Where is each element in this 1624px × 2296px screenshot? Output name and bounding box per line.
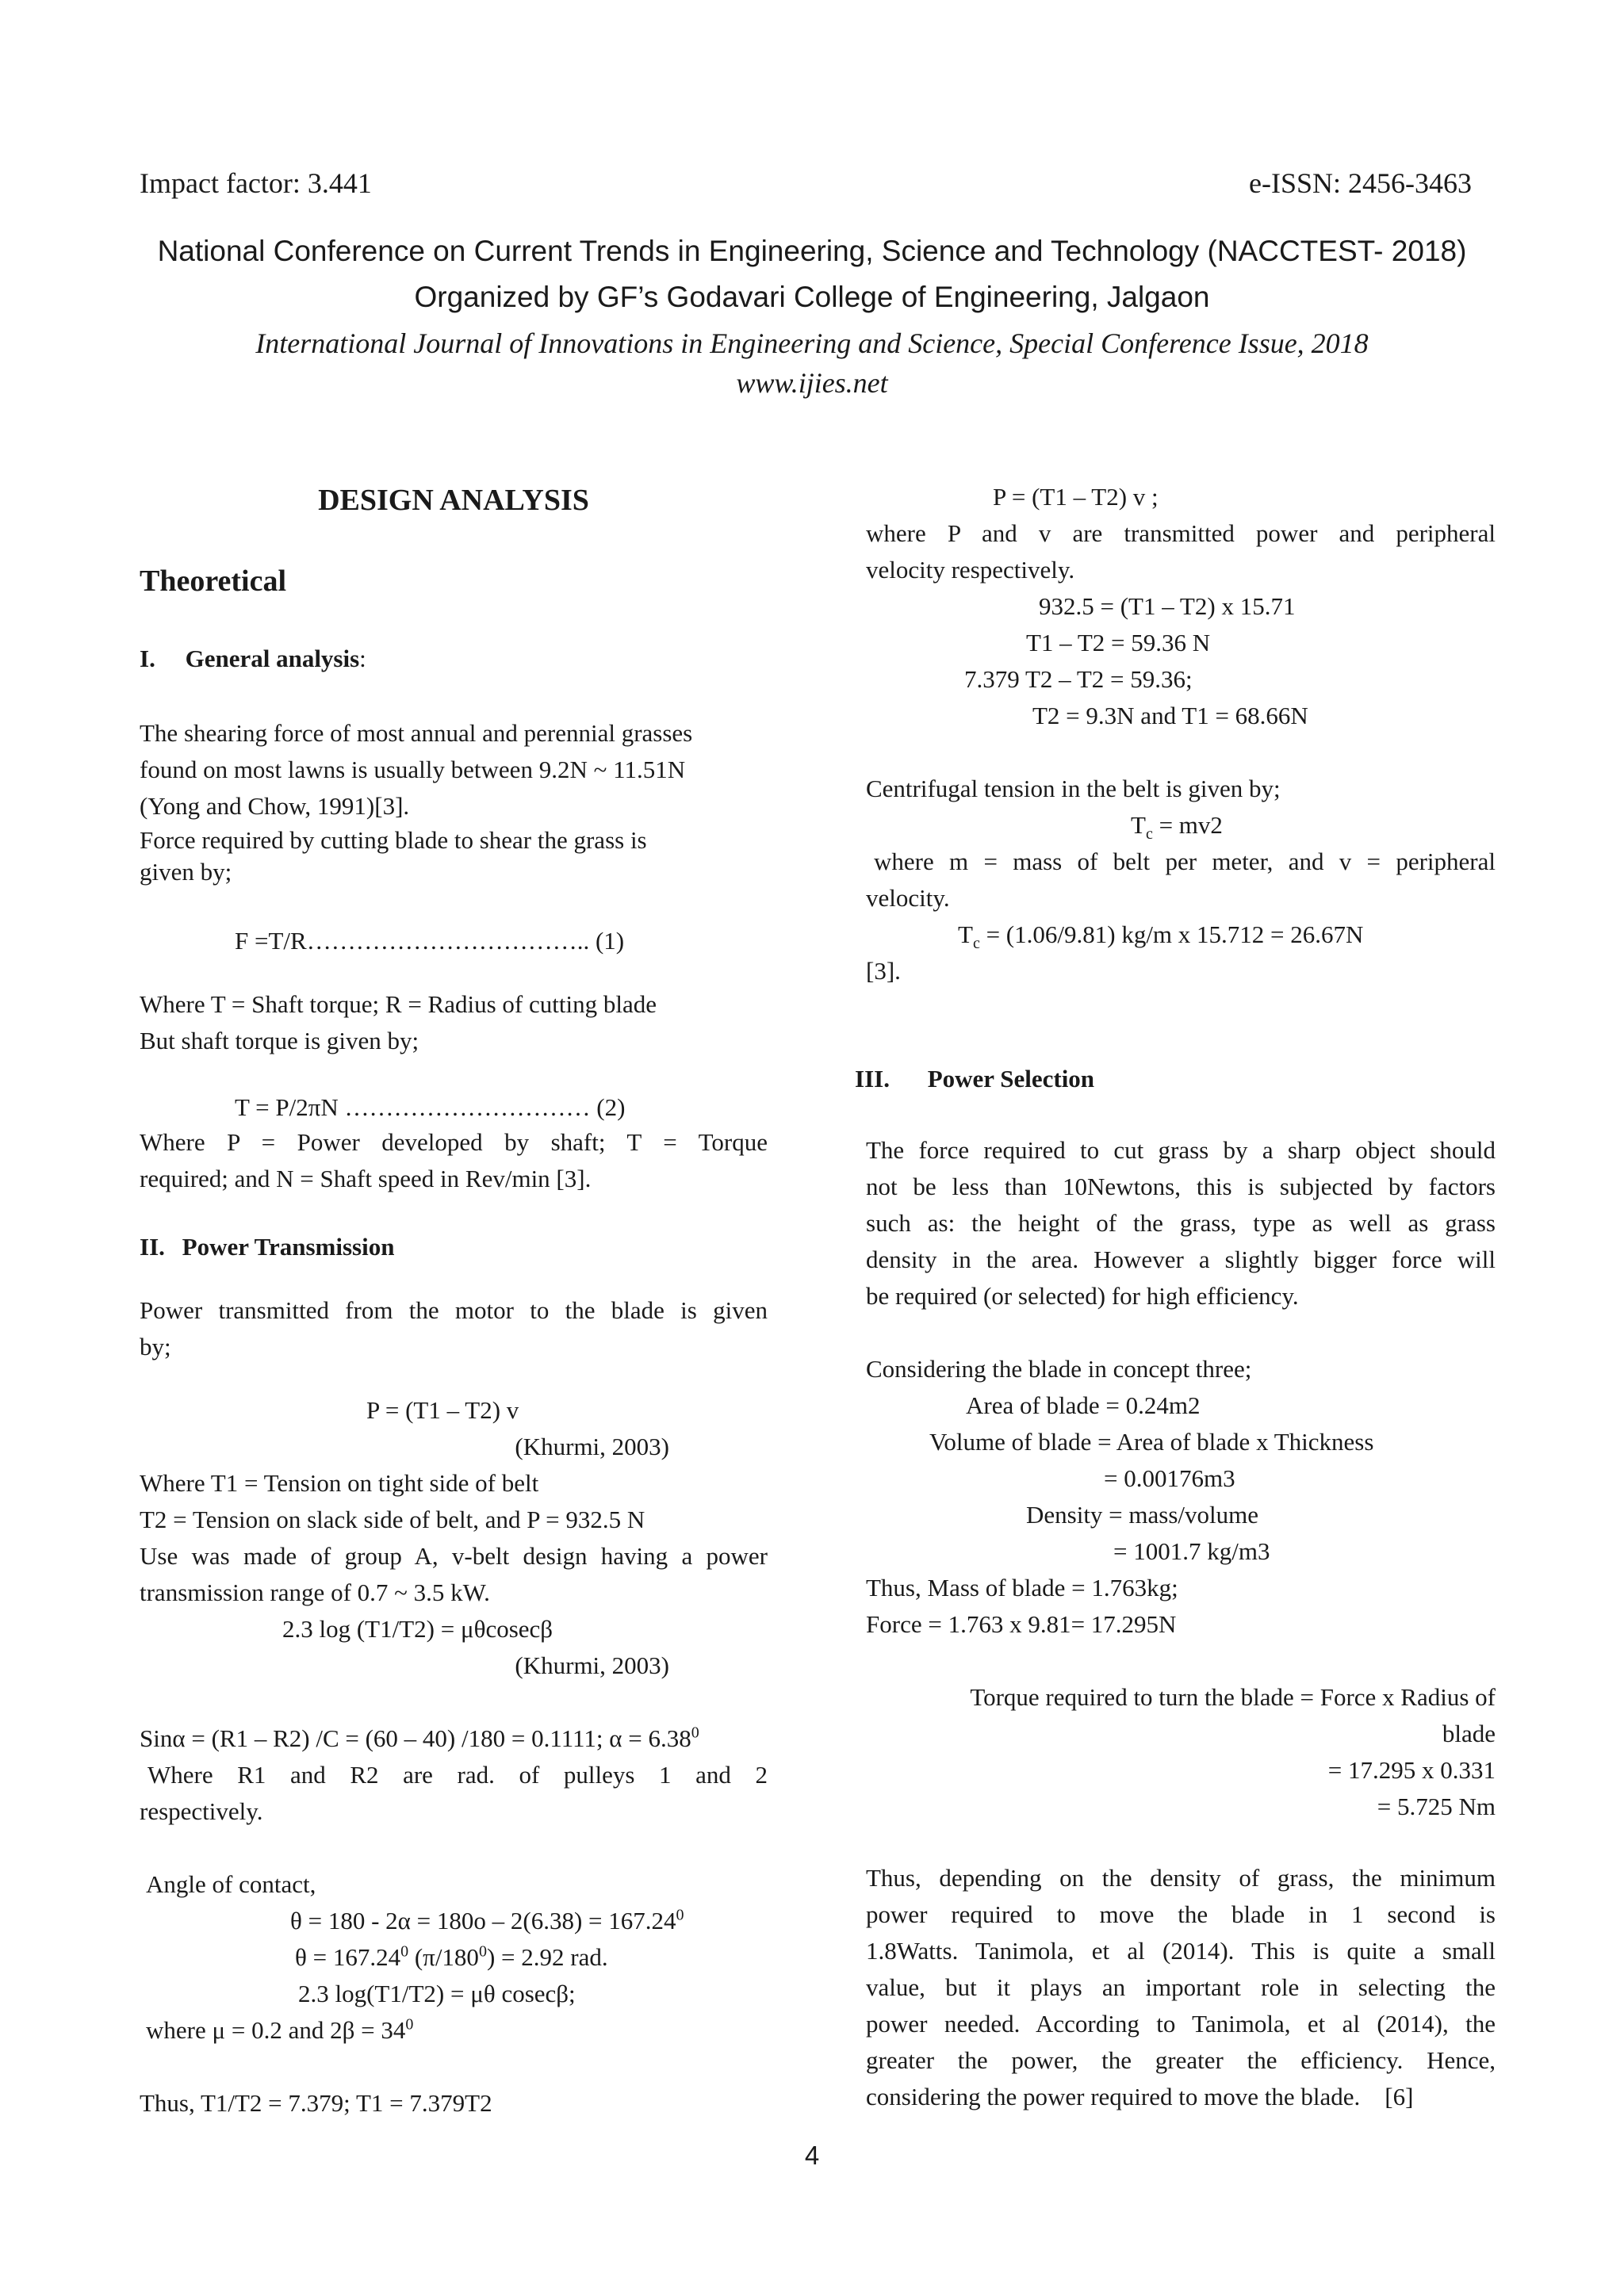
angle-label: Angle of contact,	[146, 1870, 316, 1898]
subscript: c	[1145, 825, 1153, 844]
heading-text: General analysis	[185, 645, 360, 672]
impact-factor: Impact factor: 3.441	[140, 167, 372, 199]
equation: P = (T1 – T2) v ;	[993, 483, 1159, 511]
mass-line: Thus, Mass of blade = 1.763kg;	[866, 1574, 1178, 1601]
paragraph	[140, 1292, 768, 1365]
text-line: Use was made of group A, v-belt design having a power	[140, 1542, 768, 1570]
text-line: considering the power required to move the blade. [6]	[866, 2083, 1414, 2110]
equation-2: T = P/2πN ………………………… (2)	[235, 1093, 626, 1121]
superscript: 0	[478, 1942, 487, 1961]
text-part: T	[958, 920, 973, 948]
equation: 7.379 T2 – T2 = 59.36;	[964, 665, 1193, 693]
tc-equation	[1131, 807, 1223, 844]
text-line: power needed. According to Tanimola, et al (2014), the	[866, 2010, 1496, 2038]
paragraph	[140, 1465, 768, 1611]
text-line: Force required by cutting blade to shear the grass is	[140, 826, 647, 854]
text-line: Where T1 = Tension on tight side of belt	[140, 1469, 539, 1497]
paragraph	[866, 1860, 1496, 2115]
text-line: power required to move the blade in 1 second is	[866, 1900, 1496, 1928]
reference: [3].	[866, 957, 901, 985]
result-line: Thus, T1/T2 = 7.379; T1 = 7.379T2	[140, 2089, 492, 2117]
citation: (Khurmi, 2003)	[515, 1651, 669, 1679]
text-line: Torque required to turn the blade = Force x Radius of	[970, 1683, 1496, 1711]
text-part: (π/180	[408, 1943, 479, 1971]
text-line: Centrifugal tension in the belt is given by;	[866, 775, 1281, 802]
text-line: transmission range of 0.7 ~ 3.5 kW.	[140, 1578, 490, 1606]
equation: 932.5 = (T1 – T2) x 15.71	[1039, 592, 1296, 620]
superscript: 0	[405, 2015, 414, 2034]
text-line: greater the power, the greater the efficiency. Hence,	[866, 2046, 1496, 2074]
superscript: 0	[691, 1724, 699, 1742]
text-line: The force required to cut grass by a sharp object should	[866, 1136, 1496, 1164]
citation: (Khurmi, 2003)	[515, 1433, 669, 1460]
text-line: density in the area. However a slightly bigger force will	[866, 1246, 1496, 1273]
heading-power-selection	[855, 1061, 1094, 1097]
text-line: 1.8Watts. Tanimola, et al (2014). This is quite a small	[866, 1937, 1496, 1965]
mu-line	[146, 2012, 413, 2049]
text-line: Considering the blade in concept three;	[866, 1355, 1252, 1383]
text-line: where m = mass of belt per meter, and v = peripheral	[874, 848, 1496, 875]
torque-block	[866, 1679, 1496, 1825]
text-line: Where T = Shaft torque; R = Radius of cutting blade	[140, 990, 657, 1018]
text-part: = (1.06/9.81) kg/m x 15.712 = 26.67N	[979, 920, 1364, 948]
text-line: T2 = Tension on slack side of belt, and P = 932.5 N	[140, 1506, 645, 1533]
text-line: velocity.	[866, 884, 950, 912]
text-line: But shaft torque is given by;	[140, 1027, 419, 1054]
density-line: Density = mass/volume	[1026, 1501, 1259, 1529]
text-line: = 17.295 x 0.331	[1327, 1756, 1496, 1784]
text-line: θ = 180 - 2α = 180o – 2(6.38) = 167.24	[290, 1907, 676, 1934]
section-heading: DESIGN ANALYSIS	[318, 484, 589, 517]
paragraph	[140, 1124, 768, 1197]
text-line: value, but it plays an important role in selecting the	[866, 1973, 1496, 2001]
superscript: 0	[400, 1942, 409, 1961]
force-line: Force = 1.763 x 9.81= 17.295N	[866, 1610, 1177, 1638]
text-line: blade	[1442, 1720, 1496, 1747]
paragraph	[140, 986, 768, 1059]
equation: T1 – T2 = 59.36 N	[1026, 629, 1211, 656]
text-line: be required (or selected) for high efficiency.	[866, 1282, 1299, 1310]
heading-text: Power Selection	[927, 1065, 1095, 1093]
text-line: by;	[140, 1333, 171, 1360]
tc-value-equation	[958, 916, 1363, 953]
text-line: respectively.	[140, 1797, 263, 1825]
text-line: Sinα = (R1 – R2) /C = (60 – 40) /180 = 0.1111; α = 6.38	[140, 1724, 691, 1752]
text-line: Thus, depending on the density of grass, the minimum	[866, 1864, 1496, 1892]
volume-line: Volume of blade = Area of blade x Thickness	[929, 1428, 1374, 1456]
text-line: such as: the height of the grass, type as well as grass	[866, 1209, 1496, 1237]
text-line: where μ = 0.2 and 2β = 34	[146, 2016, 406, 2044]
subsection-heading: Theoretical	[140, 564, 287, 598]
heading-number: III.	[855, 1065, 890, 1093]
heading-colon: :	[359, 645, 366, 672]
equation-5: 2.3 log(T1/T2) = μθ cosecβ;	[298, 1980, 576, 2007]
text-part: θ = 167.24	[295, 1943, 401, 1971]
text-line: (Yong and Chow, 1991)[3].	[140, 792, 410, 820]
text-part: ) = 2.92 rad.	[486, 1943, 608, 1971]
text-line: required; and N = Shaft speed in Rev/min [3].	[140, 1165, 592, 1192]
equation-1: F =T/R…………………………….. (1)	[235, 927, 625, 955]
area-line: Area of blade = 0.24m2	[966, 1391, 1201, 1419]
sine-line	[140, 1720, 768, 1757]
text-line: not be less than 10Newtons, this is subjected by factors	[866, 1173, 1496, 1200]
theta-equation	[290, 1903, 684, 1939]
text-line: Where R1 and R2 are rad. of pulleys 1 and 2	[147, 1761, 768, 1789]
heading-text: Power Transmission	[182, 1233, 395, 1261]
text-line: velocity respectively.	[866, 556, 1075, 584]
text-line: = 5.725 Nm	[1377, 1793, 1496, 1820]
paragraph	[866, 844, 1496, 916]
text-line: The shearing force of most annual and perennial grasses	[140, 719, 693, 747]
paragraph	[866, 515, 1496, 588]
page-number: 4	[804, 2141, 820, 2170]
issn: e-ISSN: 2456-3463	[1249, 167, 1472, 199]
heading-general-analysis	[140, 641, 366, 677]
text-part: = mv2	[1152, 811, 1223, 839]
paragraph	[140, 1757, 768, 1830]
heading-number: I.	[140, 645, 155, 672]
equation-3: P = (T1 – T2) v	[366, 1396, 519, 1424]
text-line: given by;	[140, 858, 232, 886]
paragraph	[140, 715, 768, 888]
subscript: c	[972, 935, 980, 953]
text-line: Power transmitted from the motor to the blade is given	[140, 1296, 768, 1324]
journal-name: International Journal of Innovations in Engineering and Science, Special Conference Issue, 2018	[255, 327, 1369, 359]
equation-4: 2.3 log (T1/T2) = μθcosecβ	[282, 1615, 553, 1643]
text-line: Where P = Power developed by shaft; T = Torque	[140, 1128, 768, 1156]
theta-radians	[295, 1939, 608, 1976]
text-part: T	[1131, 811, 1146, 839]
conference-organizer: Organized by GF’s Godavari College of Engineering, Jalgaon	[414, 281, 1210, 313]
text-line: where P and v are transmitted power and peripheral	[866, 519, 1496, 547]
density-value: = 1001.7 kg/m3	[1113, 1537, 1270, 1565]
conference-title: National Conference on Current Trends in Engineering, Science and Technology (NACCTEST- 2018)	[157, 235, 1467, 267]
journal-website: www.ijies.net	[736, 367, 888, 399]
paragraph	[866, 1132, 1496, 1314]
text-line: found on most lawns is usually between 9.2N ~ 11.51N	[140, 756, 686, 783]
heading-number: II.	[140, 1233, 165, 1261]
superscript: 0	[676, 1906, 684, 1924]
equation: T2 = 9.3N and T1 = 68.66N	[1032, 702, 1308, 729]
heading-power-transmission	[140, 1229, 394, 1265]
volume-value: = 0.00176m3	[1104, 1464, 1235, 1492]
